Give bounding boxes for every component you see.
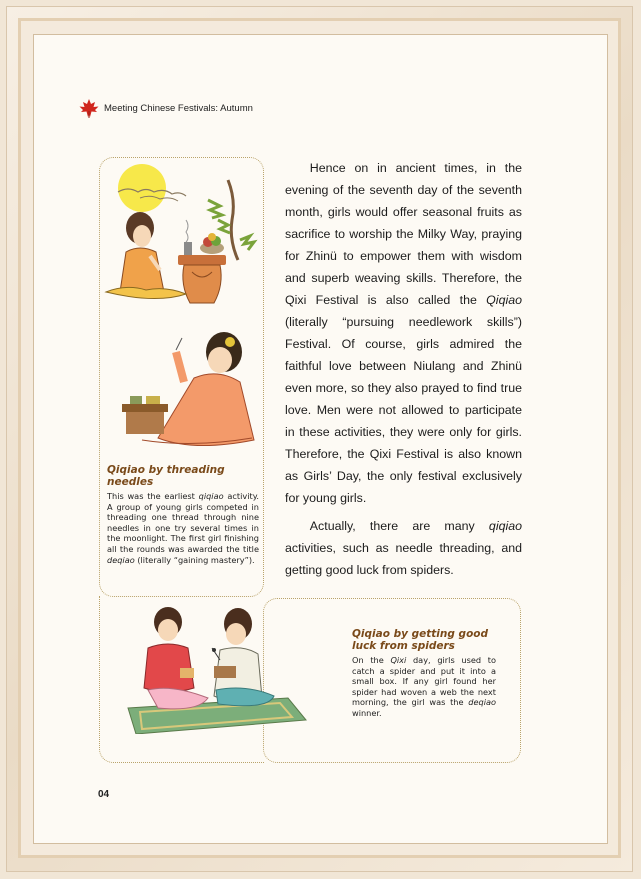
caption-1-title-rest: by threading needles [107, 464, 225, 488]
paragraph-2-italic: qiqiao [488, 519, 522, 533]
caption-spiders [352, 628, 496, 719]
page-number: 04 [98, 789, 110, 800]
paragraph-2-text-a: Actually, there are many [309, 519, 489, 533]
caption-1-title [107, 464, 259, 488]
paragraph-1-text-b: (literally “pursuing needlework skills”) Festival. Of course, girls admired the faithful love between Niulang and Zhinü even more, so they also prayed to find true love. Men were not allowed to participate in these activities, they were only for girls. Therefore, the Qixi Festival is also known as Girls’ Day, the only festival exclusively for young girls. [285, 315, 522, 505]
paragraph-1-italic: Qiqiao [486, 293, 522, 307]
praying-girl-illustration [100, 160, 260, 310]
caption-2-body-a: On the [352, 655, 391, 665]
caption-2-body-italic-b: deqiao [468, 697, 496, 708]
caption-1-body-italic-a: qiqiao [198, 491, 224, 501]
maple-leaf-icon [78, 98, 100, 118]
threading-girl-illustration [112, 322, 260, 450]
caption-2-title [352, 628, 496, 652]
caption-2-title-italic: Qiqiao [352, 628, 390, 640]
caption-1-title-italic: Qiqiao [107, 464, 145, 476]
paragraph-1 [285, 157, 522, 509]
caption-1-body [107, 491, 259, 565]
caption-1-body-b: activity. A group of young girls competed in threading one thread through nine needles in one try several times in the moonlight. The first girl finishing all the rounds was awarded the title [107, 491, 259, 554]
paragraph-1-text-a: Hence on in ancient times, in the evening of the seventh day of the seventh month, girls would offer seasonal fruits as sacrifice to worship the Milky Way, praying for Zhinü to empower them with wisdom and superb weaving skills. Therefore, the Qixi Festival is also called the [285, 161, 522, 307]
caption-1-body-c: (literally “gaining mastery”). [134, 554, 255, 565]
caption-2-body-b: day, girls used to catch a spider and put it into a small box. If any girl found her spider had woven a web the next morning, the girl was the [352, 655, 496, 708]
two-girls-spider-illustration [118, 604, 308, 734]
caption-threading-needles [107, 464, 259, 565]
paragraph-2-text-b: activities, such as needle threading, and getting good luck from spiders. [285, 541, 522, 577]
caption-1-body-a: This was the earliest [107, 491, 199, 501]
caption-1-body-italic-b: deqiao [107, 554, 135, 565]
paragraph-2 [285, 515, 522, 581]
running-header [78, 98, 253, 118]
caption-2-body [352, 655, 496, 719]
caption-2-body-italic-a: Qixi [390, 655, 407, 665]
main-text [285, 157, 522, 581]
caption-2-body-c: winner. [352, 707, 382, 718]
caption-2-title-rest: by getting good luck from spiders [352, 628, 489, 652]
header-title: Meeting Chinese Festivals: Autumn [104, 102, 253, 114]
